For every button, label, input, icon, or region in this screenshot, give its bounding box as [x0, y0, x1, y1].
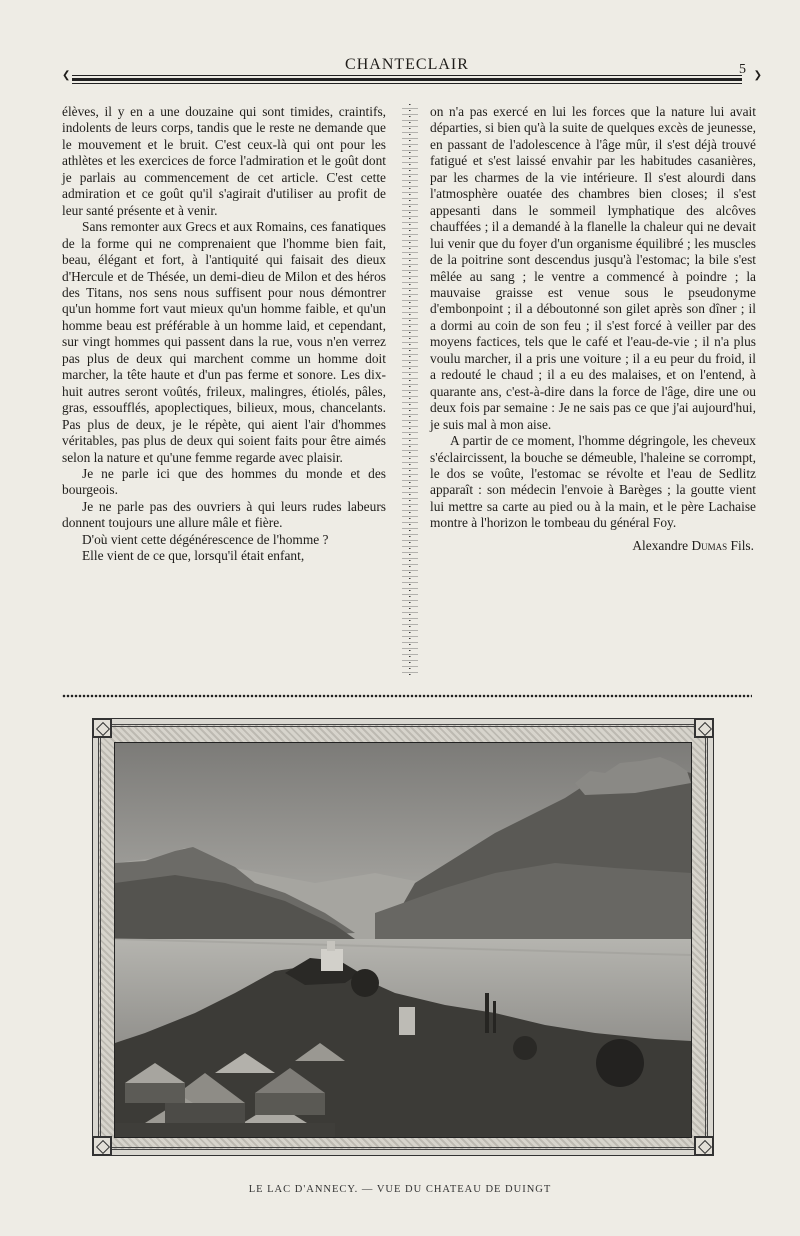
- column-divider: [404, 104, 416, 678]
- author-last-name: Dumas: [691, 537, 728, 553]
- journal-title: CHANTECLAIR: [345, 56, 469, 73]
- header-rule-thick: [72, 78, 742, 81]
- author-signature: [430, 538, 756, 554]
- frame-corner-ornament-icon: [92, 1136, 112, 1156]
- page-header: [62, 56, 762, 86]
- section-dotted-rule: [62, 694, 752, 698]
- paragraph: D'où vient cette dégénérescence de l'homme ?: [82, 531, 329, 547]
- paragraph: élèves, il y en a une douzaine qui sont timides, craintifs, indolents de leurs corps, tandis que le reste ne demande que le mouvement et le bruit. C'est ceux-là qui ont pour les athlètes et les exercices de force l'admiration et le goût dont je parlais au commencement de cet article. C'est cette admiration et ce goût qu'il s'agirait d'utiliser au profit de leur santé présente et à venir.: [62, 104, 386, 218]
- landscape-photo-icon: [115, 743, 691, 1137]
- frame-corner-ornament-icon: [694, 718, 714, 738]
- lake-annecy-photo: [114, 742, 692, 1138]
- header-rule: [72, 75, 742, 76]
- paragraph: Sans remonter aux Grecs et aux Romains, ces fanatiques de la forme qui ne comprenaient que l'homme bien fait, beau, élégant et fort, à l'antiquité qui faisait des dieux d'Hercule et de Thésée, un demi-dieu de Milon et des héros des Titans, nos sens nous suffisent pour nous démontrer qu'un homme fort vaut mieux qu'un homme faible, et qu'un homme beau est préférable à un homme laid, et cependant, sur vingt hommes qui passent dans la rue, vous n'en verrez pas plus de deux qui marchent comme un homme doit marcher, la tête haute et d'un pas ferme et sonore. Les dix-huit autres seront voûtés, frileux, malingres, étiolés, pâles, gras, essoufflés, apoplectiques, bilieux, mous, chancelants. Pas plus de deux, je le répète, qui aient l'air d'hommes véritables, pas plus de deux qui soient faits pour être aimés selon la nature et qu'une femme regarde avec plaisir.: [62, 219, 386, 465]
- article-column-right: [430, 104, 756, 554]
- paragraph: Je ne parle ici que des hommes du monde et des bourgeois.: [62, 465, 386, 498]
- photo-caption: LE LAC D'ANNECY. — VUE DU CHATEAU DE DUINGT: [248, 1184, 552, 1195]
- author-first-name: Alexandre: [632, 537, 689, 553]
- paragraph: on n'a pas exercé en lui les forces que la nature lui avait départies, si bien qu'à la suite de quelques excès de jeunesse, en passant de l'adolescence à l'âge mûr, il s'est déjà trouvé fatigué et s'est laissé envahir par les habitudes casanières, par les charmes de la vie intérieure. Il s'est alourdi dans l'atmosphère ouatée des chambres bien closes; il s'est appesanti dans le sommeil lymphatique des alcôves chauffées ; il a demandé à la flanelle la chaleur qui ne devait lui venir que du foyer d'un organisme équilibré ; les muscles de la poitrine sont descendus jusqu'à l'estomac; la bile s'est mêlée au sang ; le ventre a commencé à poindre ; la mauvaise graisse est venue sous le pseudonyme d'embonpoint ; il a déboutonné son gilet après son dîner ; il a dormi au coin de son feu ; il s'est forcé à veiller par des moyens factices, tels que le café et l'eau-de-vie ; il n'a plus voulu marcher, il a pris une voiture ; il a eu peur du froid, il a redouté le chaud ; il a eu des malaises, et on l'entend, à quarante ans, c'est-à-dire dans la force de l'âge, dire une ou deux fois par semaine : Je ne sais pas ce que j'ai aujourd'hui, je suis mal à mon aise.: [430, 104, 756, 432]
- article-column-left: [62, 104, 386, 565]
- rule-ornament-left-icon: ❮: [62, 70, 71, 81]
- header-rule: [72, 83, 742, 84]
- page-number: 5: [739, 62, 746, 77]
- author-suffix: Fils.: [730, 537, 754, 553]
- paragraph: Elle vient de ce que, lorsqu'il était enfant,: [82, 548, 305, 564]
- frame-corner-ornament-icon: [694, 1136, 714, 1156]
- paragraph: Je ne parle pas des ouvriers à qui leurs rudes labeurs donnent toujours une allure mâle et fière.: [62, 498, 386, 531]
- rule-ornament-right-icon: ❯: [753, 70, 762, 81]
- paragraph: A partir de ce moment, l'homme dégringole, les cheveux s'éclaircissent, la bouche se démeuble, l'haleine se corrompt, le dos se voûte, l'estomac se révolte et l'eau de Sedlitz apparaît : son médecin l'envoie à Barèges ; la goutte vient lui mettre sa carte au pied ou à la main, et le père Lachaise montre à l'horizon le tombeau du général Foy.: [430, 433, 756, 531]
- frame-corner-ornament-icon: [92, 718, 112, 738]
